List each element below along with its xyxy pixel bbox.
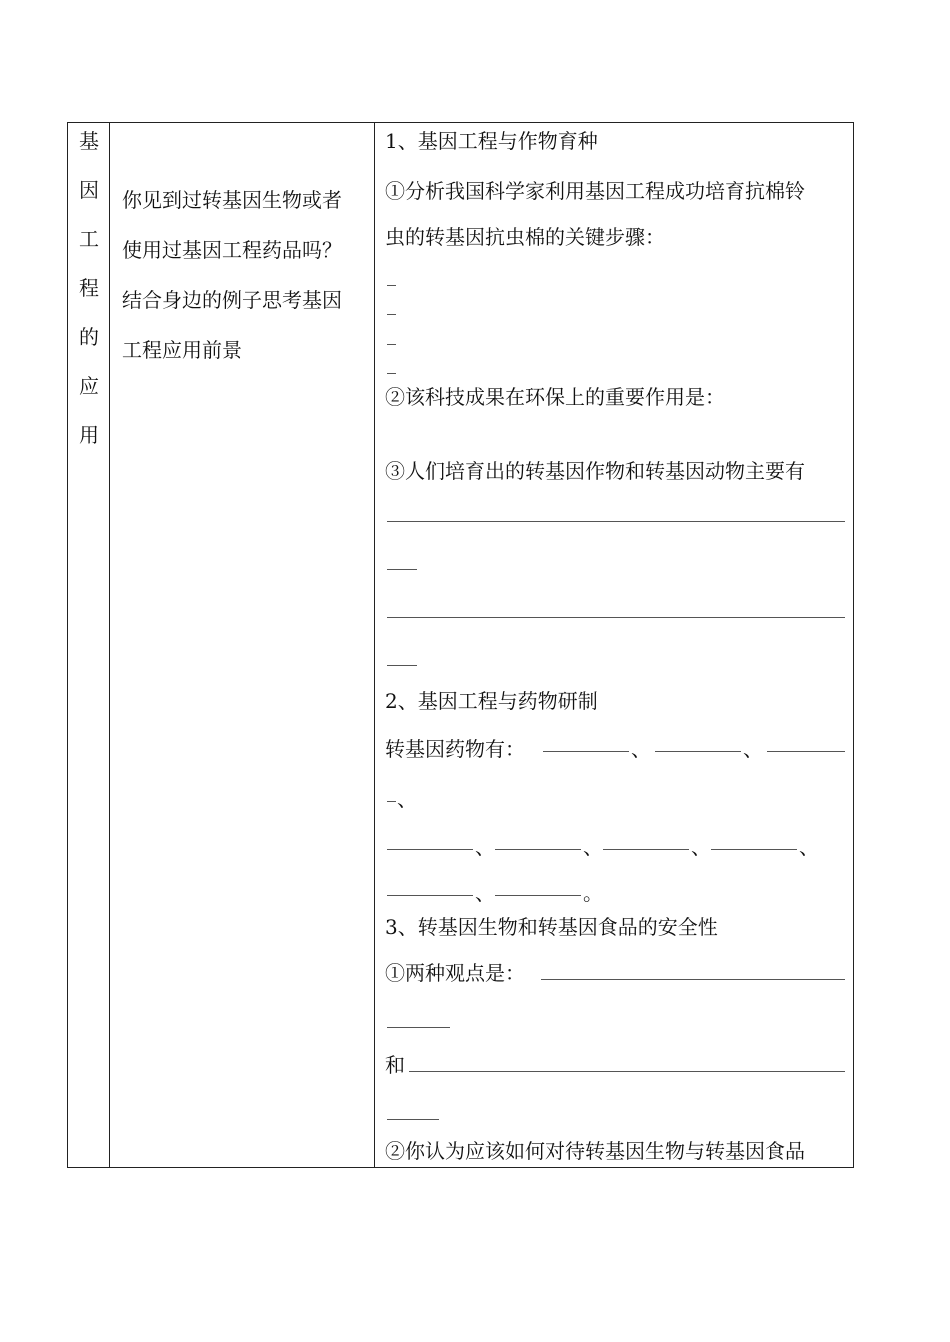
answer-blank[interactable]: [387, 1119, 439, 1120]
section2-heading: 2、基因工程与药物研制: [385, 689, 598, 713]
answer-blank[interactable]: [387, 895, 473, 896]
answer-blank[interactable]: [543, 751, 629, 752]
content-column: [375, 123, 853, 1167]
title-char: 用: [79, 423, 99, 447]
answer-blank[interactable]: [387, 569, 417, 570]
separator: 、: [475, 881, 495, 905]
section1-q1-line2: 虫的转基因抗虫棉的关键步骤：: [385, 225, 665, 249]
answer-blank[interactable]: [387, 665, 417, 666]
answer-blank[interactable]: [387, 344, 396, 345]
end-mark: 。: [583, 881, 603, 905]
answer-blank[interactable]: [387, 285, 396, 286]
discussion-prompt: [122, 175, 367, 375]
section1-q2: ②该科技成果在环保上的重要作用是：: [385, 385, 725, 409]
prompt-line: 使用过基因工程药品吗？: [122, 238, 342, 262]
answer-blank[interactable]: [387, 849, 473, 850]
section1-q3: ③人们培育出的转基因作物和转基因动物主要有: [385, 459, 805, 483]
answer-blank[interactable]: [655, 751, 741, 752]
drugs-label: 转基因药物有：: [385, 737, 525, 761]
answer-blank[interactable]: [387, 521, 845, 522]
answer-blank[interactable]: [387, 373, 396, 374]
answer-blank[interactable]: [387, 617, 845, 618]
separator: 、: [583, 835, 603, 859]
section3-heading: 3、转基因生物和转基因食品的安全性: [385, 915, 718, 939]
viewpoints-label: ①两种观点是：: [385, 961, 525, 985]
title-char: 应: [79, 374, 99, 398]
answer-blank[interactable]: [495, 895, 581, 896]
answer-blank[interactable]: [495, 849, 581, 850]
vertical-topic-title: [68, 129, 110, 472]
separator: 、: [799, 835, 819, 859]
separator: 、: [397, 787, 417, 811]
separator: 、: [475, 835, 495, 859]
separator: 、: [691, 835, 711, 859]
answer-blank[interactable]: [387, 801, 396, 802]
answer-blank[interactable]: [767, 751, 845, 752]
section3-q2: ②你认为应该如何对待转基因生物与转基因食品: [385, 1139, 805, 1163]
topic-column: [68, 123, 110, 1167]
section1-q1-line1: ①分析我国科学家利用基因工程成功培育抗棉铃: [385, 179, 805, 203]
prompt-line: 工程应用前景: [122, 338, 242, 362]
prompt-column: [110, 123, 375, 1167]
prompt-line: 结合身边的例子思考基因: [122, 288, 342, 312]
and-label: 和: [385, 1053, 405, 1077]
separator: 、: [631, 737, 651, 761]
answer-blank[interactable]: [603, 849, 689, 850]
section1-heading: 1、基因工程与作物育种: [385, 129, 598, 153]
separator: 、: [743, 737, 763, 761]
prompt-line: 你见到过转基因生物或者: [122, 188, 342, 212]
title-char: 的: [79, 325, 99, 349]
answer-blank[interactable]: [409, 1071, 845, 1072]
title-char: 工: [79, 227, 99, 251]
title-char: 因: [79, 178, 99, 202]
answer-blank[interactable]: [387, 1027, 450, 1028]
answer-blank[interactable]: [711, 849, 797, 850]
title-char: 程: [79, 276, 99, 300]
answer-blank[interactable]: [387, 314, 396, 315]
title-char: 基: [79, 129, 99, 153]
worksheet-table: [67, 122, 854, 1168]
answer-blank[interactable]: [541, 979, 845, 980]
